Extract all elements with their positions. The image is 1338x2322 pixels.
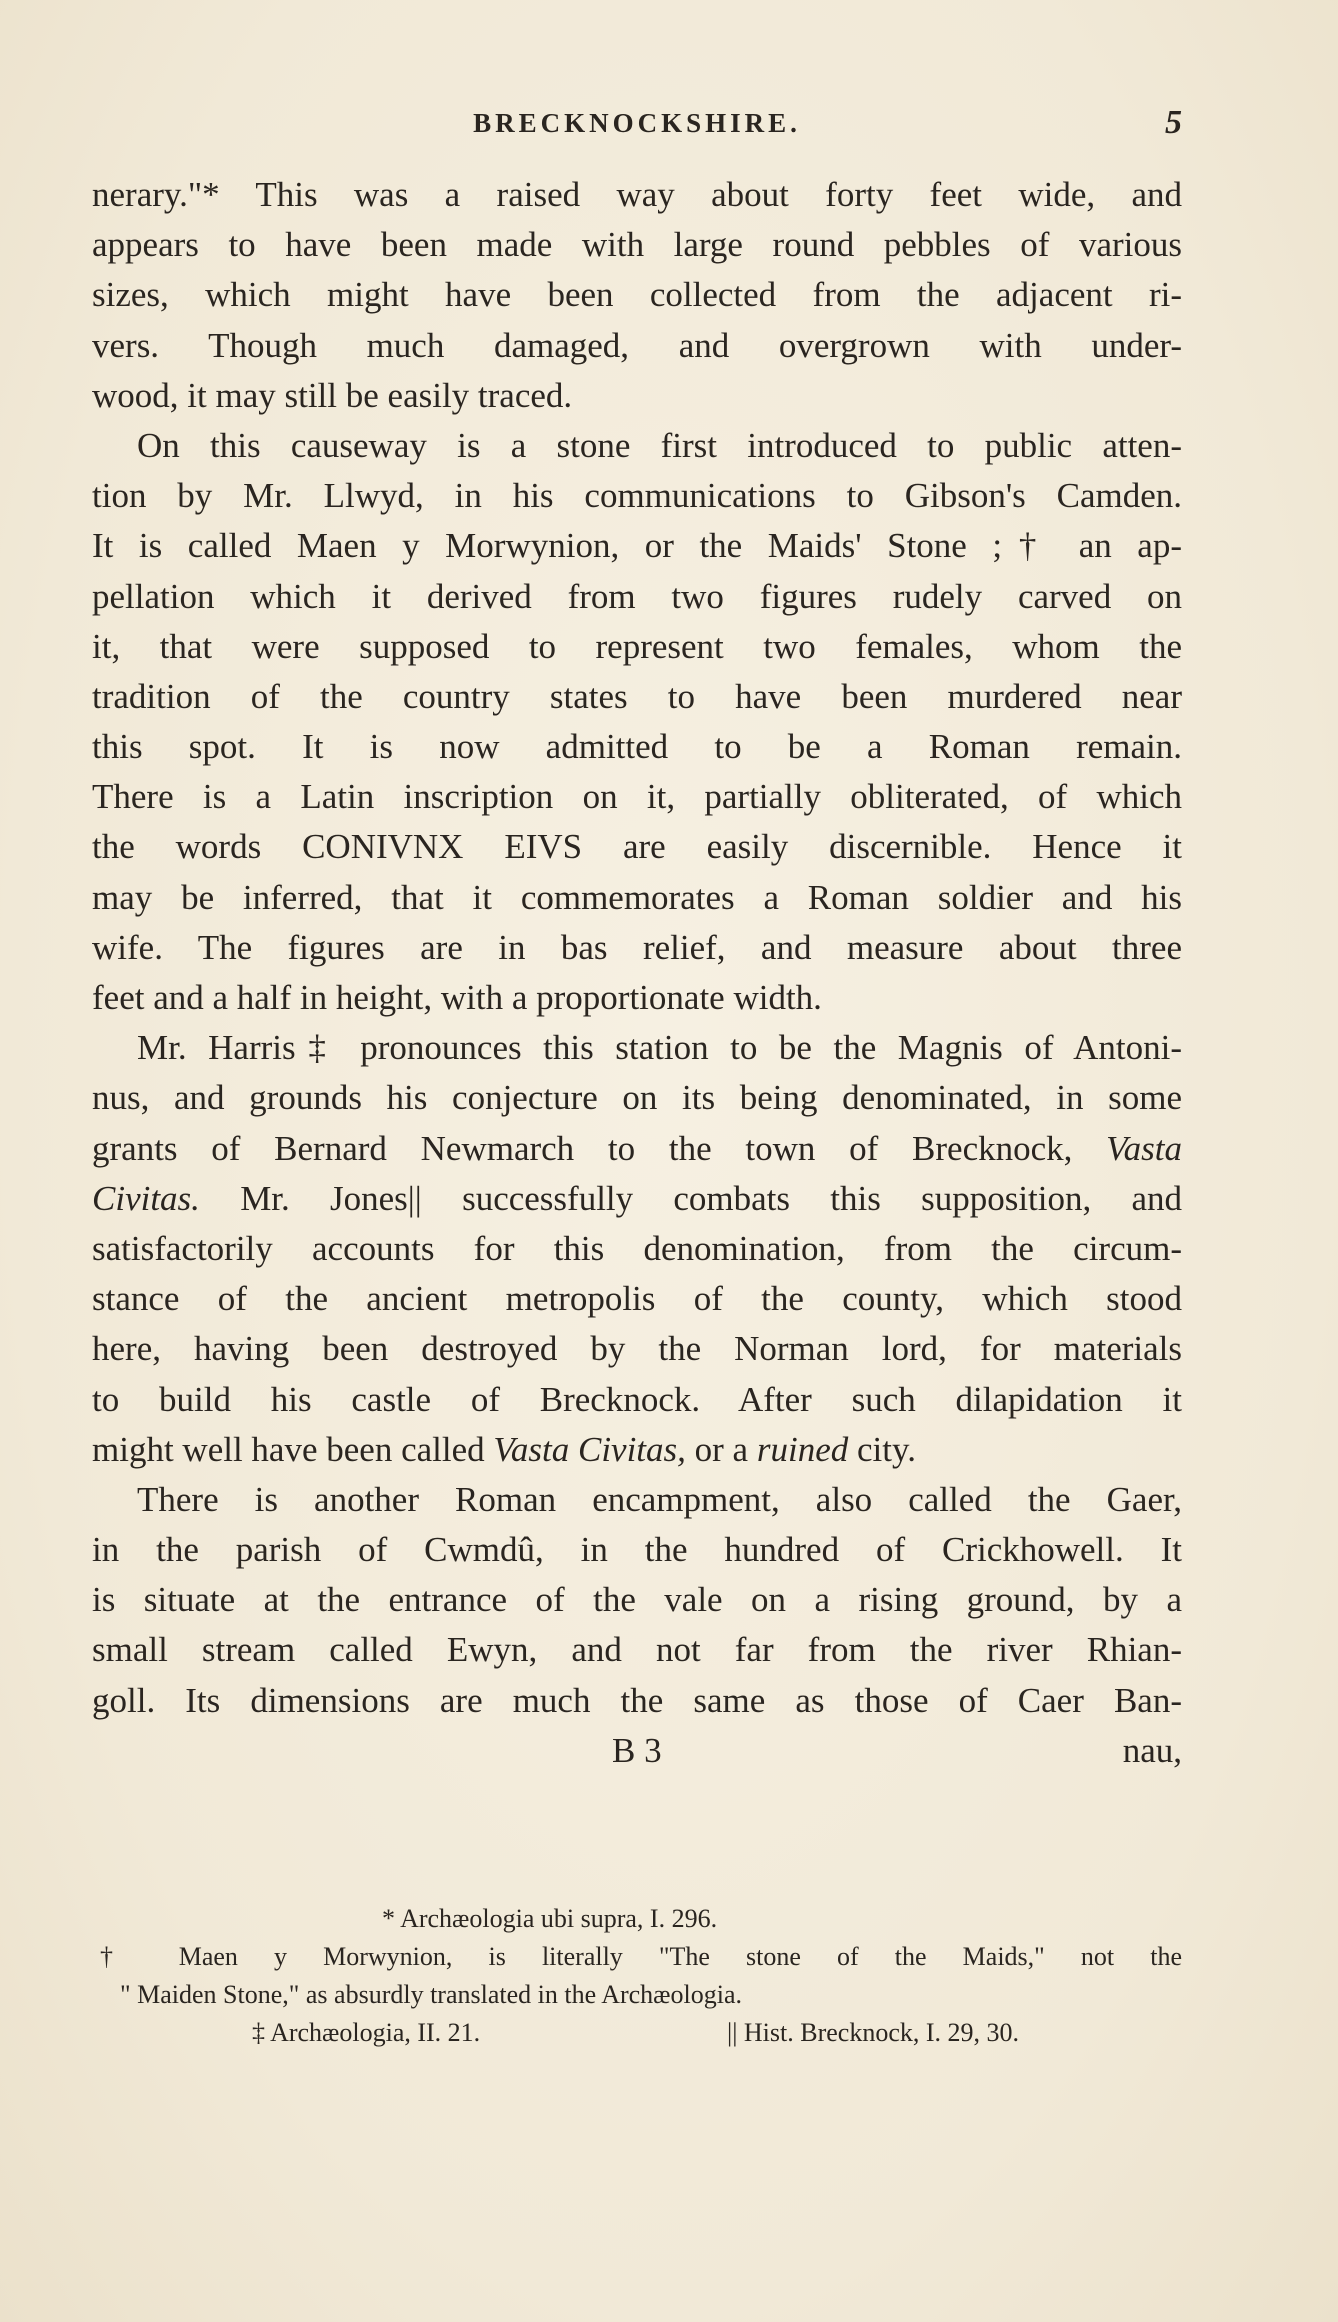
text-line xyxy=(92,1425,1182,1475)
text-line: pellation which it derived from two figures rudely carved on xyxy=(92,576,1182,616)
italic-term: Vasta Civitas, xyxy=(493,1429,686,1469)
text-line: here, having been destroyed by the Norman lord, for materials xyxy=(92,1329,1182,1369)
text-line: nus, and grounds his conjecture on its being denominated, in some xyxy=(92,1078,1182,1118)
text-line: in the parish of Cwmdû, in the hundred of Crickhowell. It xyxy=(92,1530,1182,1570)
footnotes xyxy=(92,1900,1182,2052)
text-line: is situate at the entrance of the vale on a rising ground, by a xyxy=(92,1580,1182,1620)
text-line: to build his castle of Brecknock. After such dilapidation it xyxy=(92,1379,1182,1419)
italic-term: ruined xyxy=(756,1429,849,1469)
text-line: tradition of the country states to have been murdered near xyxy=(92,676,1182,716)
italic-term: Civitas. xyxy=(92,1178,200,1218)
page-header xyxy=(92,104,1182,148)
footnote: * Archæologia ubi supra, I. 296. xyxy=(382,1904,718,1933)
text-line: the words CONIVNX EIVS are easily discernible. Hence it xyxy=(92,827,1182,867)
text-line: may be inferred, that it commemorates a Roman soldier and his xyxy=(92,877,1182,917)
text-line: it, that were supposed to represent two females, whom the xyxy=(92,626,1182,666)
text-line: Mr. Harris‡ pronounces this station to be the Magnis of Antoni- xyxy=(137,1028,1182,1068)
text-line: nerary."* This was a raised way about forty feet wide, and xyxy=(92,175,1182,214)
text-fragment: might well have been called xyxy=(92,1429,485,1469)
author-reference: Mr. Jones|| xyxy=(240,1178,422,1218)
text-fragment: successfully combats this supposition, and xyxy=(462,1178,1182,1218)
text-line xyxy=(92,1124,1182,1174)
catchword: nau, xyxy=(1122,1730,1182,1770)
footnote-row xyxy=(92,2014,1182,2052)
text-line: It is called Maen y Morwynion, or the Maids' Stone ;† an ap- xyxy=(92,526,1182,566)
text-line: sizes, which might have been collected from the adjacent ri- xyxy=(92,275,1182,315)
text-line: satisfactorily accounts for this denomination, from the circum- xyxy=(92,1228,1182,1268)
text-line: wood, it may still be easily traced. xyxy=(92,375,573,415)
text-line xyxy=(92,1174,1182,1224)
footnote: || Hist. Brecknock, I. 29, 30. xyxy=(727,2018,1020,2047)
text-fragment: grants of Bernard Newmarch to the town of Brecknock, xyxy=(92,1128,1073,1168)
text-line: vers. Though much damaged, and overgrown with under- xyxy=(92,325,1182,365)
text-line: stance of the ancient metropolis of the county, which stood xyxy=(92,1279,1182,1319)
text-line: There is another Roman encampment, also called the Gaer, xyxy=(137,1479,1182,1519)
text-line: On this causeway is a stone first introduced to public atten- xyxy=(137,425,1182,465)
signature-line xyxy=(92,1726,1182,1776)
text-line: appears to have been made with large round pebbles of various xyxy=(92,225,1182,265)
text-line: tion by Mr. Llwyd, in his communications to Gibson's Camden. xyxy=(92,476,1182,516)
text-fragment: city. xyxy=(857,1429,916,1469)
text-line: feet and a half in height, with a proportionate width. xyxy=(92,978,822,1017)
footnote: † Maen y Morwynion, is literally "The stone of the Maids," not the xyxy=(100,1942,1182,1971)
italic-term: Vasta xyxy=(1106,1128,1182,1168)
text-line: goll. Its dimensions are much the same as those of Caer Ban- xyxy=(92,1680,1182,1720)
text-line: wife. The figures are in bas relief, and measure about three xyxy=(92,927,1182,967)
signature-mark: B 3 xyxy=(612,1730,662,1770)
footnote-continuation: " Maiden Stone," as absurdly translated in the Archæologia. xyxy=(120,1980,742,2009)
text-line: this spot. It is now admitted to be a Roman remain. xyxy=(92,727,1182,767)
body-text xyxy=(92,170,1182,1776)
text-fragment: or a xyxy=(694,1429,749,1469)
text-line: There is a Latin inscription on it, partially obliterated, of which xyxy=(92,777,1182,817)
text-line: small stream called Ewyn, and not far from the river Rhian- xyxy=(92,1630,1182,1670)
footnote: ‡ Archæologia, II. 21. xyxy=(252,2018,481,2047)
page-number: 5 xyxy=(1165,104,1182,141)
running-head: BRECKNOCKSHIRE. xyxy=(473,108,801,138)
